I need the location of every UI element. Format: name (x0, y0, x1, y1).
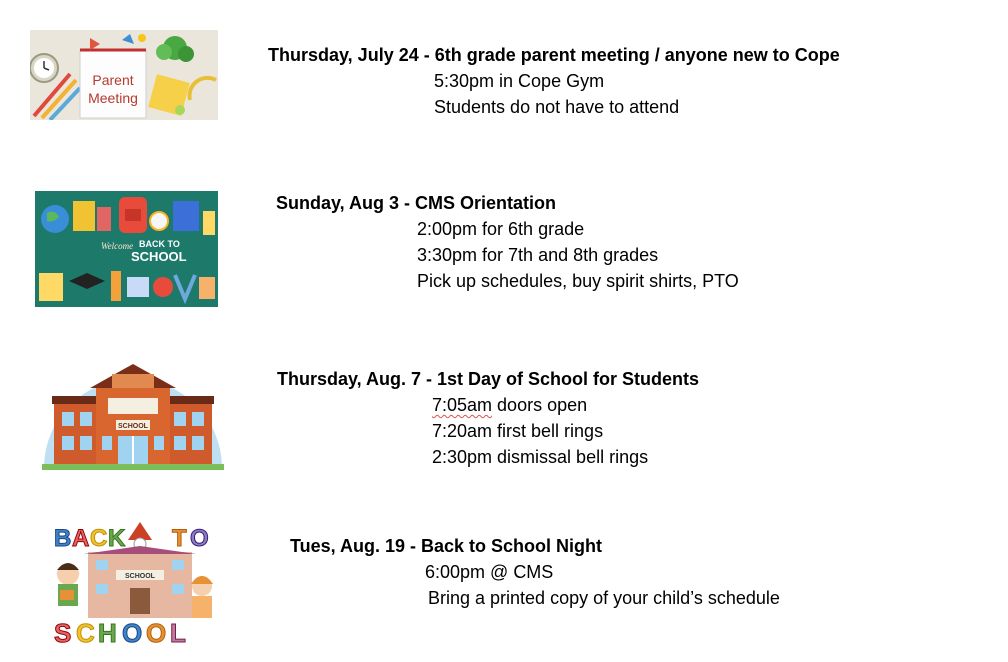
event-4-title: Tues, Aug. 19 - Back to School Night (290, 536, 603, 556)
event-4-detail-1: 6:00pm @ CMS (425, 562, 554, 582)
svg-text:Welcome: Welcome (101, 241, 134, 251)
svg-text:O: O (146, 618, 167, 648)
svg-text:A: A (72, 525, 90, 552)
event-1-title: Thursday, July 24 - 6th grade parent meeting / anyone new to Cope (268, 45, 840, 65)
back-to-school-kids-sign: SCHOOL (125, 573, 155, 580)
svg-text:C: C (76, 618, 95, 648)
event-4-detail-2: Bring a printed copy of your child’s schedule (428, 588, 780, 608)
svg-text:T: T (172, 525, 187, 552)
back-to-school-banner-text: SCHOOL (131, 249, 187, 264)
school-building-image (40, 350, 225, 472)
svg-text:B: B (54, 525, 72, 552)
svg-text:C: C (90, 525, 108, 552)
svg-text:O: O (190, 525, 209, 552)
event-3-detail-1 (432, 395, 587, 416)
parent-meeting-image (30, 30, 218, 120)
event-3-detail-3: 2:30pm dismissal bell rings (432, 447, 649, 467)
svg-text:K: K (108, 525, 126, 552)
back-to-school-banner-image (35, 191, 218, 307)
svg-text:S: S (54, 618, 72, 648)
svg-text:Meeting: Meeting (88, 90, 138, 106)
event-2-detail-3: Pick up schedules, buy spirit shirts, PTO (417, 271, 739, 291)
svg-text:L: L (170, 618, 186, 648)
svg-text:BACK TO: BACK TO (139, 239, 180, 249)
event-3-detail-1-time: 7:05am (432, 395, 493, 415)
svg-text:H: H (98, 618, 117, 648)
back-to-school-kids-image (50, 518, 220, 648)
school-building-sign: SCHOOL (118, 423, 148, 430)
event-3-detail-1-rest: doors open (492, 395, 588, 415)
parent-meeting-image-text: Parent (92, 72, 134, 88)
event-2-title: Sunday, Aug 3 - CMS Orientation (276, 193, 557, 213)
svg-text:O: O (122, 618, 143, 648)
event-2-detail-1: 2:00pm for 6th grade (417, 219, 585, 239)
event-3-detail-2: 7:20am first bell rings (432, 421, 604, 441)
event-1-detail-1: 5:30pm in Cope Gym (434, 71, 605, 91)
event-3-title: Thursday, Aug. 7 - 1st Day of School for Students (277, 369, 700, 389)
event-2-detail-2: 3:30pm for 7th and 8th grades (417, 245, 659, 265)
event-1-detail-2: Students do not have to attend (434, 97, 680, 117)
